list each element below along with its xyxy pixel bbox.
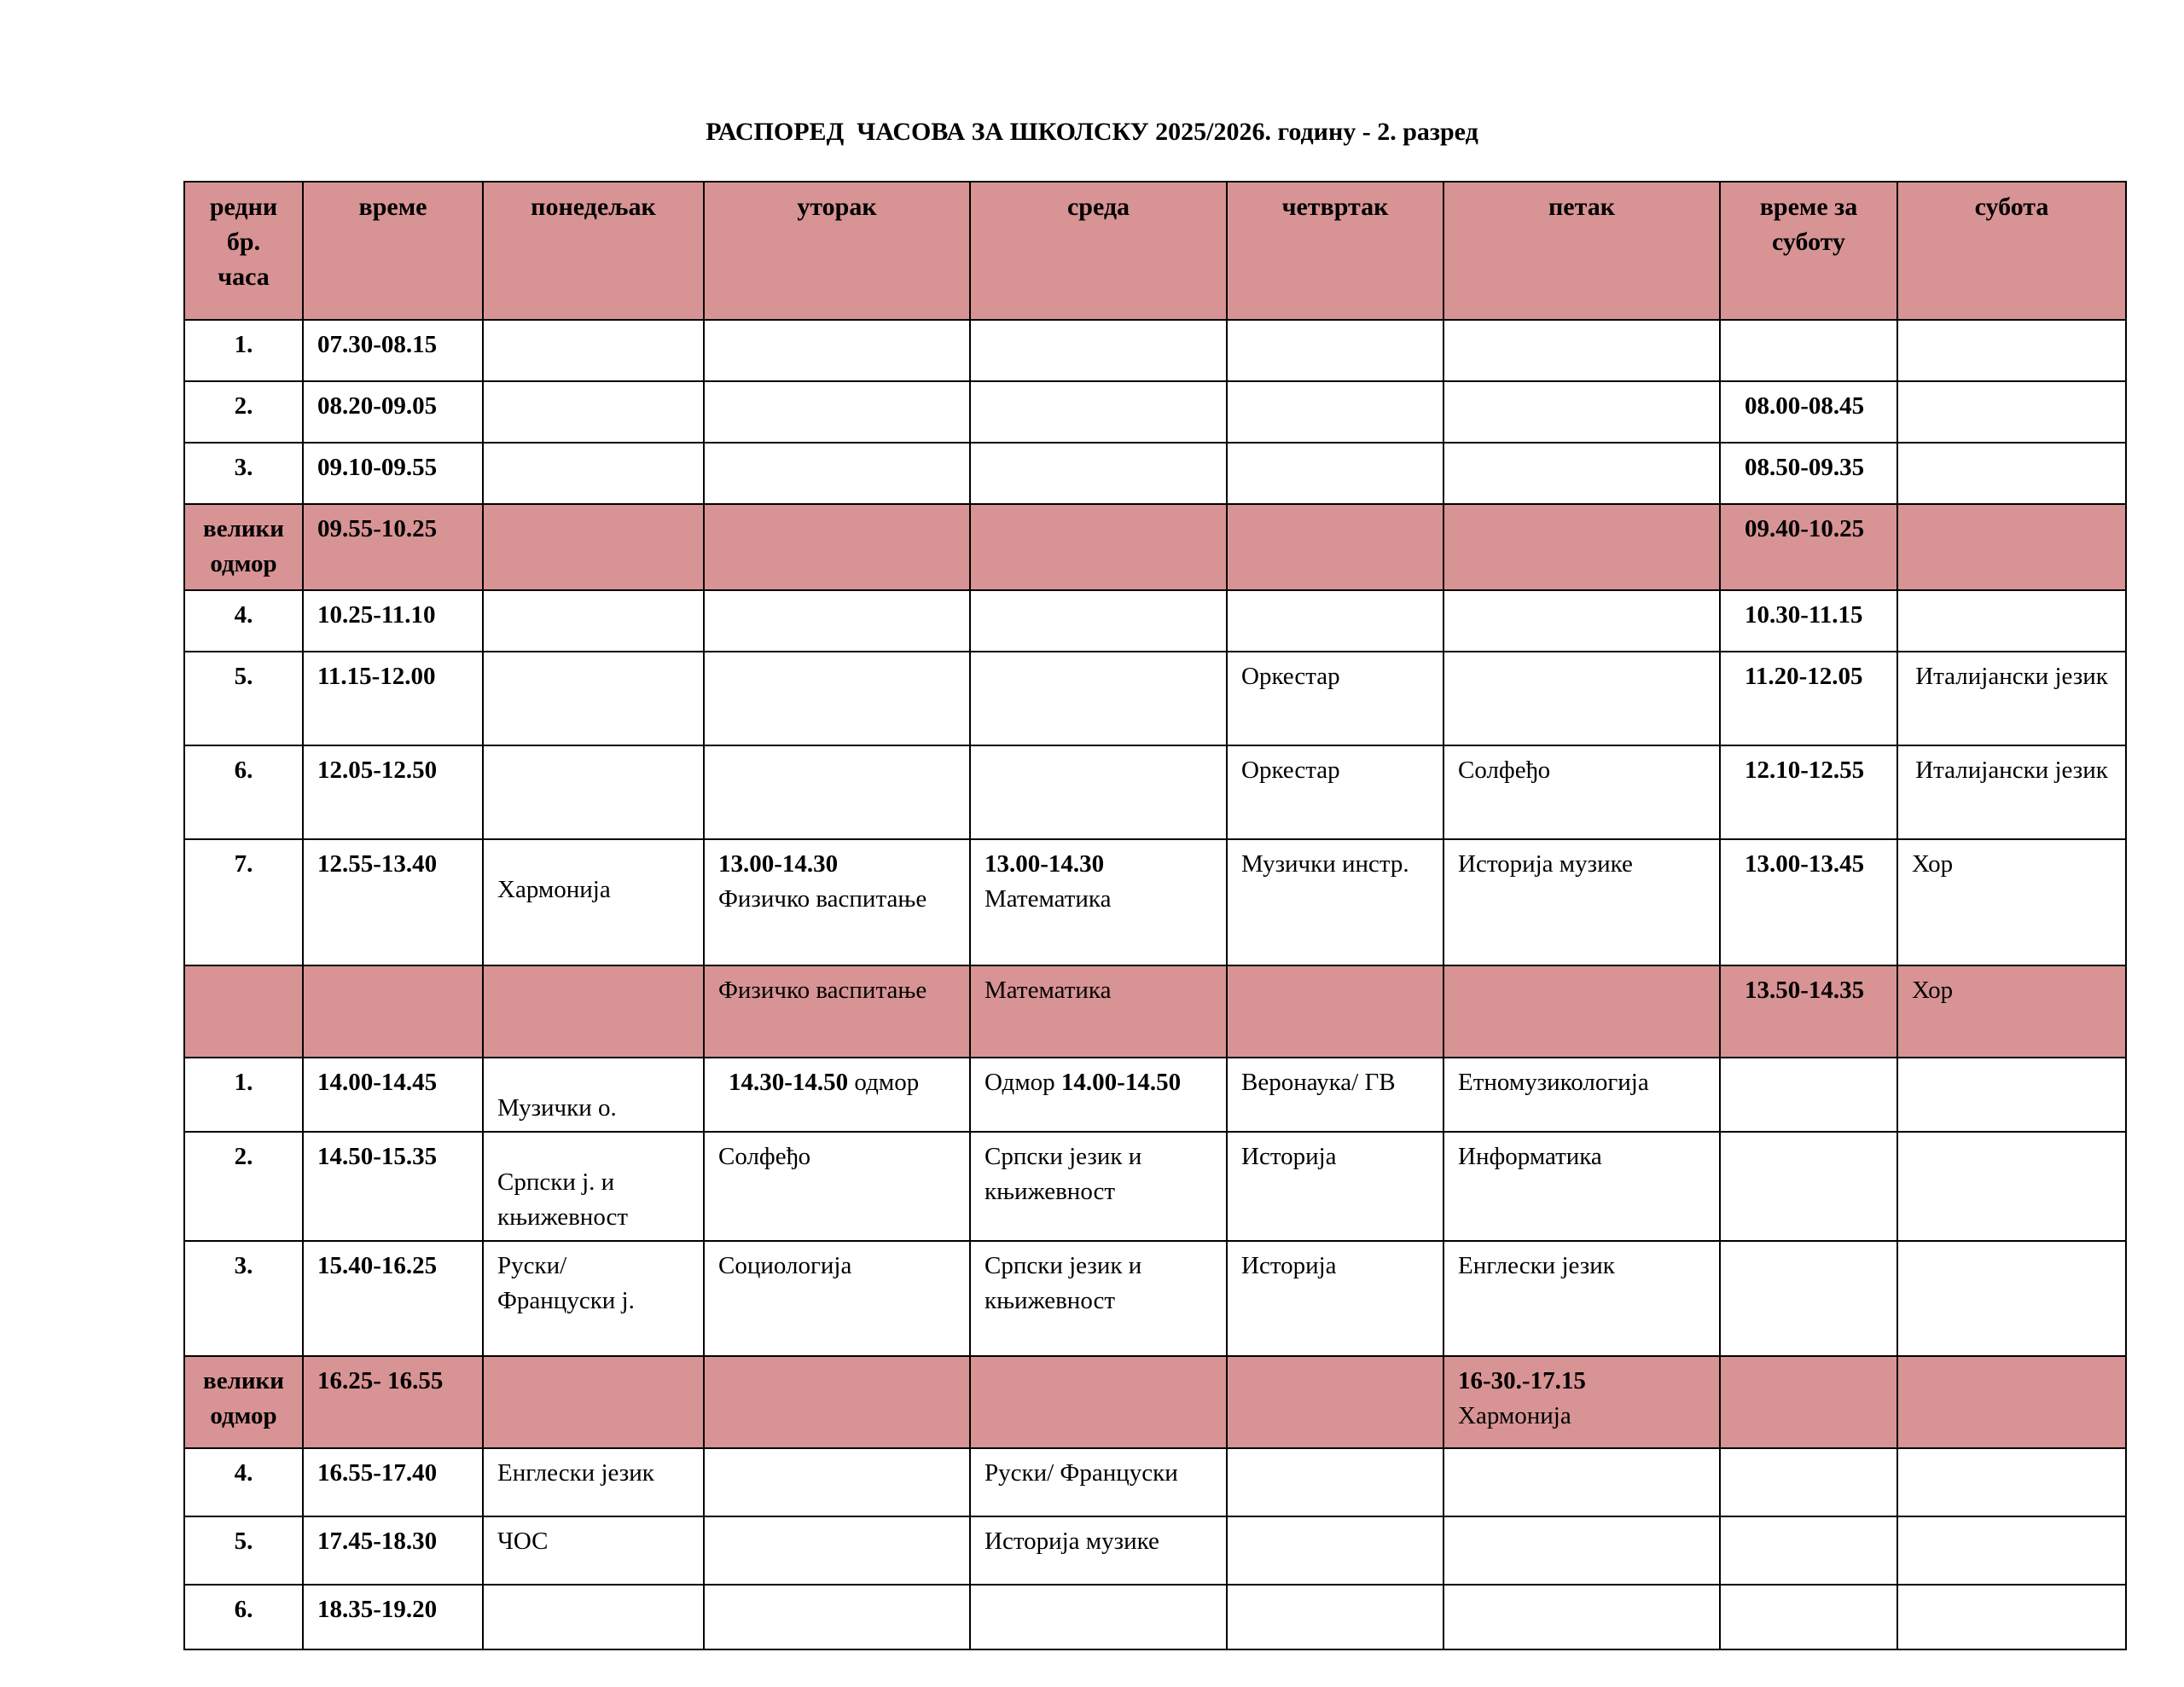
cell-saturday — [1897, 504, 2126, 590]
header-row — [184, 182, 2126, 320]
break-time: 16.25- 16.55 — [303, 1356, 483, 1448]
cell-tuesday — [704, 1356, 970, 1448]
table-row — [184, 1058, 2126, 1132]
period-time: 10.25-11.10 — [303, 590, 483, 652]
cell-thursday — [1227, 1448, 1443, 1516]
cell-tuesday — [704, 839, 970, 965]
table-row — [184, 652, 2126, 745]
cell-wednesday — [970, 1058, 1227, 1132]
table-row — [184, 443, 2126, 504]
cell-tuesday — [704, 1516, 970, 1585]
period-time: 11.15-12.00 — [303, 652, 483, 745]
table-row — [184, 1516, 2126, 1585]
cell-saturday-time: 08.50-09.35 — [1720, 443, 1897, 504]
header-period-no: редни бр. часа — [184, 182, 303, 320]
cell-saturday-time: 12.10-12.55 — [1720, 745, 1897, 839]
cell-monday — [483, 590, 704, 652]
cell-friday — [1443, 381, 1720, 443]
cell-saturday-time — [1720, 1132, 1897, 1241]
period-number — [184, 965, 303, 1058]
cell-tuesday — [704, 590, 970, 652]
cell-thursday — [1227, 1516, 1443, 1585]
cell-thursday — [1227, 965, 1443, 1058]
cell-tuesday — [704, 320, 970, 381]
period-number: 4. — [184, 590, 303, 652]
cell-wednesday — [970, 839, 1227, 965]
cell-wednesday — [970, 504, 1227, 590]
cell-saturday-time — [1720, 1058, 1897, 1132]
cell-wednesday — [970, 590, 1227, 652]
header-thursday: четвртак — [1227, 182, 1443, 320]
cell-saturday — [1897, 381, 2126, 443]
cell-thursday — [1227, 381, 1443, 443]
cell-wednesday — [970, 745, 1227, 839]
break-row — [184, 1356, 2126, 1448]
cell-saturday-time — [1720, 1241, 1897, 1356]
cell-monday: Енглески језик — [483, 1448, 704, 1516]
cell-wednesday — [970, 1585, 1227, 1649]
cell-saturday: Италијански језик — [1897, 652, 2126, 745]
monday-subject: Српски ј. и књижевност — [497, 1168, 629, 1231]
cell-wednesday — [970, 320, 1227, 381]
break-row — [184, 504, 2126, 590]
table-row — [184, 320, 2126, 381]
cell-monday — [483, 839, 704, 965]
period-time: 17.45-18.30 — [303, 1516, 483, 1585]
cell-monday — [483, 1356, 704, 1448]
cell-thursday — [1227, 1585, 1443, 1649]
cell-tuesday — [704, 1585, 970, 1649]
period-number: 6. — [184, 745, 303, 839]
cell-wednesday: Српски језик и књижевност — [970, 1132, 1227, 1241]
tuesday-subject: Физичко васпитање — [718, 885, 927, 913]
cell-wednesday — [970, 1356, 1227, 1448]
cell-saturday — [1897, 1585, 2126, 1649]
period-time: 16.55-17.40 — [303, 1448, 483, 1516]
cell-monday — [483, 1058, 704, 1132]
cell-friday — [1443, 1585, 1720, 1649]
period-time: 12.05-12.50 — [303, 745, 483, 839]
cell-saturday — [1897, 1356, 2126, 1448]
header-monday: понедељак — [483, 182, 704, 320]
cell-wednesday: Историја музике — [970, 1516, 1227, 1585]
break-label: велики одмор — [184, 1356, 303, 1448]
cell-saturday — [1897, 443, 2126, 504]
header-wednesday: среда — [970, 182, 1227, 320]
cell-tuesday — [704, 1448, 970, 1516]
wednesday-time: 13.00-14.30 — [985, 850, 1105, 878]
wednesday-time: 14.00-14.50 — [1060, 1069, 1182, 1096]
cell-tuesday: Физичко васпитање — [704, 965, 970, 1058]
table-row — [184, 590, 2126, 652]
cell-thursday — [1227, 1356, 1443, 1448]
cell-friday — [1443, 1356, 1720, 1448]
cell-saturday — [1897, 1516, 2126, 1585]
cell-wednesday — [970, 381, 1227, 443]
wednesday-subject: Математика — [985, 885, 1112, 913]
period-number: 2. — [184, 1132, 303, 1241]
period-number: 2. — [184, 381, 303, 443]
period-time: 14.50-15.35 — [303, 1132, 483, 1241]
period-time: 14.00-14.45 — [303, 1058, 483, 1132]
period-number: 3. — [184, 443, 303, 504]
table-row — [184, 839, 2126, 965]
cell-saturday-time — [1720, 1585, 1897, 1649]
cell-wednesday: Руски/ Француски — [970, 1448, 1227, 1516]
cell-tuesday — [704, 652, 970, 745]
friday-time: 16-30.-17.15 — [1458, 1367, 1586, 1394]
tuesday-time: 14.30-14.50 — [729, 1069, 849, 1096]
cell-saturday — [1897, 590, 2126, 652]
schedule-table — [183, 181, 2127, 1650]
period-number: 4. — [184, 1448, 303, 1516]
cell-saturday: Хор — [1897, 965, 2126, 1058]
friday-subject: Хармонија — [1458, 1402, 1571, 1429]
cell-saturday: Хор — [1897, 839, 2126, 965]
cell-friday — [1443, 320, 1720, 381]
cell-monday — [483, 652, 704, 745]
cell-friday: Етномузикологија — [1443, 1058, 1720, 1132]
period-time — [303, 965, 483, 1058]
cell-monday: Руски/ Француски ј. — [483, 1241, 704, 1356]
cell-friday — [1443, 1516, 1720, 1585]
cell-friday: Информатика — [1443, 1132, 1720, 1241]
period-time: 12.55-13.40 — [303, 839, 483, 965]
page-title: РАСПОРЕД ЧАСОВА ЗА ШКОЛСКУ 2025/2026. годину - 2. разред — [706, 118, 1478, 146]
cell-saturday-time: 10.30-11.15 — [1720, 590, 1897, 652]
tuesday-time: 13.00-14.30 — [718, 850, 839, 878]
cell-thursday: Оркестар — [1227, 745, 1443, 839]
cell-friday: Енглески језик — [1443, 1241, 1720, 1356]
cell-thursday: Историја — [1227, 1132, 1443, 1241]
cell-saturday-time: 13.00-13.45 — [1720, 839, 1897, 965]
period-number: 1. — [184, 1058, 303, 1132]
cell-saturday — [1897, 1132, 2126, 1241]
cell-tuesday: Солфеђо — [704, 1132, 970, 1241]
period-time: 15.40-16.25 — [303, 1241, 483, 1356]
break-label: велики одмор — [184, 504, 303, 590]
cell-wednesday: Српски језик и књижевност — [970, 1241, 1227, 1356]
cell-friday: Солфеђо — [1443, 745, 1720, 839]
cell-thursday: Музички инстр. — [1227, 839, 1443, 965]
tuesday-subject: одмор — [854, 1069, 920, 1096]
header-tuesday: уторак — [704, 182, 970, 320]
cell-saturday-time — [1720, 1516, 1897, 1585]
cell-monday — [483, 320, 704, 381]
cell-monday — [483, 1132, 704, 1241]
period-time: 18.35-19.20 — [303, 1585, 483, 1649]
period-number: 3. — [184, 1241, 303, 1356]
cell-saturday-time: 09.40-10.25 — [1720, 504, 1897, 590]
header-time: време — [303, 182, 483, 320]
cell-friday: Историја музике — [1443, 839, 1720, 965]
cell-tuesday — [704, 504, 970, 590]
cell-thursday — [1227, 590, 1443, 652]
header-saturday-time: време за суботу — [1720, 182, 1897, 320]
cell-saturday — [1897, 1448, 2126, 1516]
cell-tuesday — [704, 745, 970, 839]
cell-thursday — [1227, 504, 1443, 590]
break-time: 09.55-10.25 — [303, 504, 483, 590]
header-saturday: субота — [1897, 182, 2126, 320]
cell-thursday — [1227, 443, 1443, 504]
table-row — [184, 381, 2126, 443]
cell-saturday-time: 08.00-08.45 — [1720, 381, 1897, 443]
table-row — [184, 745, 2126, 839]
period-time: 09.10-09.55 — [303, 443, 483, 504]
cell-wednesday: Математика — [970, 965, 1227, 1058]
cell-friday — [1443, 590, 1720, 652]
cell-saturday-time — [1720, 1448, 1897, 1516]
cell-saturday-time — [1720, 320, 1897, 381]
header-friday: петак — [1443, 182, 1720, 320]
monday-subject: Хармонија — [497, 876, 611, 903]
cell-tuesday — [704, 381, 970, 443]
cell-saturday — [1897, 1241, 2126, 1356]
cell-monday — [483, 965, 704, 1058]
cell-saturday-time: 13.50-14.35 — [1720, 965, 1897, 1058]
cell-friday — [1443, 1448, 1720, 1516]
cell-saturday-time — [1720, 1356, 1897, 1448]
cell-saturday — [1897, 320, 2126, 381]
cell-tuesday — [704, 1058, 970, 1132]
cell-monday: ЧОС — [483, 1516, 704, 1585]
period-number: 5. — [184, 652, 303, 745]
monday-subject: Музички о. — [497, 1094, 617, 1122]
period-time: 08.20-09.05 — [303, 381, 483, 443]
cell-saturday — [1897, 1058, 2126, 1132]
cell-monday — [483, 381, 704, 443]
cell-thursday: Оркестар — [1227, 652, 1443, 745]
cell-thursday: Веронаука/ ГВ — [1227, 1058, 1443, 1132]
period-time: 07.30-08.15 — [303, 320, 483, 381]
cell-thursday — [1227, 320, 1443, 381]
cell-wednesday — [970, 443, 1227, 504]
wednesday-prefix: Одмор — [985, 1069, 1055, 1096]
period-number: 7. — [184, 839, 303, 965]
cell-monday — [483, 443, 704, 504]
continuation-row — [184, 965, 2126, 1058]
table-row — [184, 1585, 2126, 1649]
cell-friday — [1443, 504, 1720, 590]
table-row — [184, 1241, 2126, 1356]
cell-friday — [1443, 965, 1720, 1058]
period-number: 1. — [184, 320, 303, 381]
cell-thursday: Историја — [1227, 1241, 1443, 1356]
table-row — [184, 1448, 2126, 1516]
cell-monday — [483, 504, 704, 590]
cell-monday — [483, 745, 704, 839]
period-number: 5. — [184, 1516, 303, 1585]
cell-friday — [1443, 443, 1720, 504]
period-number: 6. — [184, 1585, 303, 1649]
cell-wednesday — [970, 652, 1227, 745]
cell-friday — [1443, 652, 1720, 745]
cell-saturday: Италијански језик — [1897, 745, 2126, 839]
cell-tuesday: Социологија — [704, 1241, 970, 1356]
cell-saturday-time: 11.20-12.05 — [1720, 652, 1897, 745]
cell-monday — [483, 1585, 704, 1649]
table-row — [184, 1132, 2126, 1241]
cell-tuesday — [704, 443, 970, 504]
